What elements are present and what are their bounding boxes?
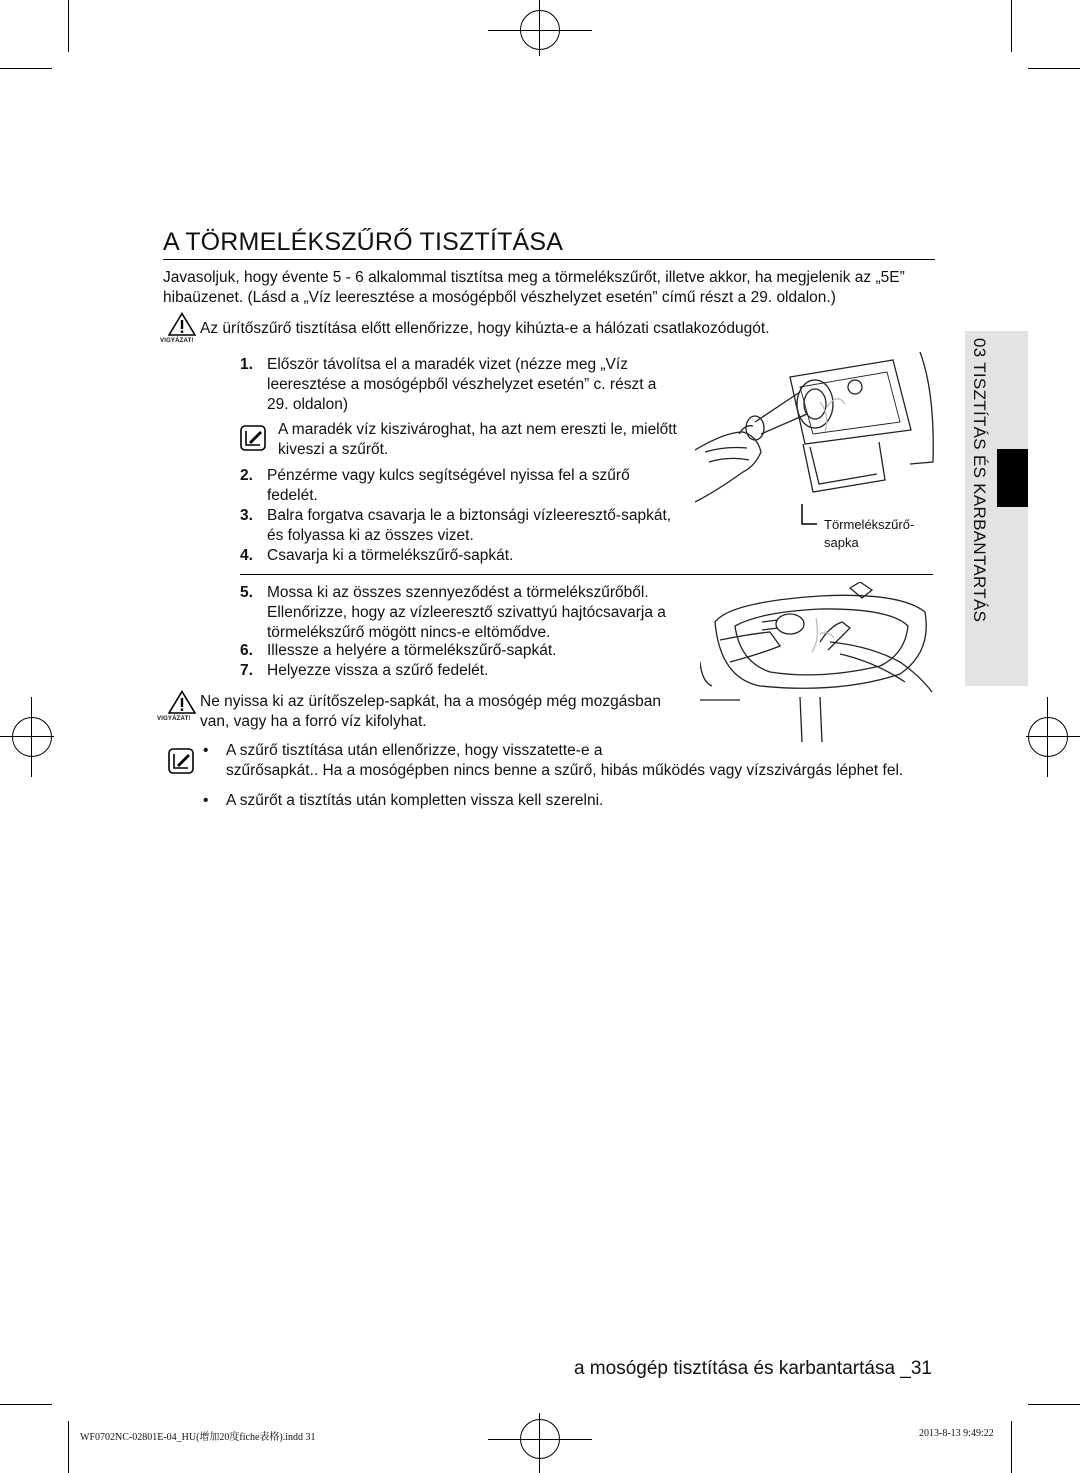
page-title: A TÖRMELÉKSZŰRŐ TISZTÍTÁSA bbox=[163, 228, 564, 256]
caution-label: VIGYÁZAT! bbox=[160, 338, 194, 344]
filter-removal-illustration bbox=[695, 352, 940, 532]
section-divider bbox=[240, 574, 933, 575]
crop-mark bbox=[1011, 1421, 1012, 1473]
bullet-glyph: • bbox=[203, 792, 209, 809]
step-line: fedelét. bbox=[267, 487, 318, 504]
intro-line-1: Javasoljuk, hogy évente 5 - 6 alkalommal tisztítsa meg a törmelékszűrőt, illetve akkor, ha megjelenik az „5E” bbox=[163, 269, 905, 286]
step-1 bbox=[240, 355, 700, 415]
step-line: Először távolítsa el a maradék vizet (nézze meg „Víz bbox=[267, 356, 628, 373]
step-2 bbox=[240, 466, 700, 506]
step-line: Balra forgatva csavarja le a biztonsági vízleeresztő-sapkát, bbox=[267, 507, 672, 524]
crop-mark bbox=[68, 1421, 69, 1473]
figure-label-line-1: Törmelékszűrő- bbox=[824, 517, 915, 532]
caution-2-line-1: Ne nyissa ki az ürítőszelep-sapkát, ha a mosógép még mozgásban bbox=[200, 693, 661, 710]
step-number: 4. bbox=[240, 547, 253, 564]
note-pencil-icon bbox=[168, 748, 194, 774]
step-line: és folyassa ki az összes vizet. bbox=[267, 527, 474, 544]
title-divider bbox=[163, 259, 935, 260]
crop-mark bbox=[68, 0, 69, 52]
step-number: 5. bbox=[240, 584, 253, 601]
step-number: 6. bbox=[240, 642, 253, 659]
note-line-1: A maradék víz kiszivároghat, ha azt nem ereszti le, mielőtt bbox=[278, 421, 677, 438]
caution-2-line-2: van, vagy ha a forró víz kifolyhat. bbox=[200, 713, 427, 730]
bullet-1-line-1: A szűrő tisztítása után ellenőrizze, hogy visszatette-e a bbox=[226, 742, 603, 759]
step-line: Illessze a helyére a törmelékszűrő-sapkát. bbox=[267, 642, 557, 659]
print-slug-timestamp: 2013-8-13 9:49:22 bbox=[919, 1428, 994, 1439]
figure-label-line-2: sapka bbox=[824, 535, 859, 550]
intro-line-2: hibaüzenet. (Lásd a „Víz leeresztése a mosógépből vészhelyzet esetén” című részt a 29. oldalon.) bbox=[163, 289, 836, 306]
filter-cleaning-illustration bbox=[700, 582, 935, 742]
warning-triangle-icon bbox=[168, 690, 196, 714]
step-line: törmelékszűrő mögött nincs-e eltömődve. bbox=[267, 624, 551, 641]
caution-text: Az ürítőszűrő tisztítása előtt ellenőrizze, hogy kihúzta-e a hálózati csatlakozódugót. bbox=[200, 320, 770, 337]
step-4 bbox=[240, 546, 700, 566]
step-line: Ellenőrizze, hogy az vízleeresztő szivattyú hajtócsavarja a bbox=[267, 604, 666, 621]
crop-mark bbox=[0, 68, 52, 69]
crop-mark bbox=[1028, 1404, 1080, 1405]
step-number: 7. bbox=[240, 662, 253, 679]
page-footer: a mosógép tisztítása és karbantartása _31 bbox=[573, 1358, 932, 1379]
step-line: Helyezze vissza a szűrő fedelét. bbox=[267, 662, 489, 679]
step-line: leeresztése a mosógépből vészhelyzet esetén” c. részt a bbox=[267, 376, 657, 393]
chapter-tab-marker bbox=[997, 449, 1028, 507]
step-7 bbox=[240, 661, 700, 681]
step-number: 3. bbox=[240, 507, 253, 524]
crop-mark bbox=[0, 1404, 52, 1405]
print-slug-filename: WF0702NC-02801E-04_HU(增加20度fiche表格).indd 31 bbox=[80, 1432, 316, 1443]
step-line: Mossa ki az összes szennyeződést a törmelékszűrőből. bbox=[267, 584, 649, 601]
step-line: Csavarja ki a törmelékszűrő-sapkát. bbox=[267, 547, 514, 564]
warning-triangle-icon bbox=[168, 312, 196, 336]
step-number: 1. bbox=[240, 356, 253, 373]
figure-label bbox=[824, 516, 914, 552]
step-line: 29. oldalon) bbox=[267, 396, 349, 413]
bullet-2-line-1: A szűrőt a tisztítás után kompletten vissza kell szerelni. bbox=[226, 792, 604, 809]
crop-mark bbox=[1011, 0, 1012, 52]
bullet-glyph: • bbox=[203, 742, 209, 759]
step-3 bbox=[240, 506, 700, 546]
step-line: Pénzérme vagy kulcs segítségével nyissa fel a szűrő bbox=[267, 467, 630, 484]
note-line-2: kiveszi a szűrőt. bbox=[278, 441, 389, 458]
step-number: 2. bbox=[240, 467, 253, 484]
bullet-1-line-2: szűrősapkát.. Ha a mosógépben nincs benne a szűrő, hibás működés vagy vízszivárgás léphet fel. bbox=[226, 762, 904, 779]
note-pencil-icon bbox=[240, 425, 266, 451]
chapter-side-tab-label: 03 TISZTÍTÁS ÉS KARBANTARTÁS bbox=[970, 338, 989, 623]
crop-mark bbox=[1028, 68, 1080, 69]
step-6 bbox=[240, 641, 700, 661]
caution-label: VIGYÁZAT! bbox=[157, 716, 191, 722]
step-5 bbox=[240, 583, 700, 643]
